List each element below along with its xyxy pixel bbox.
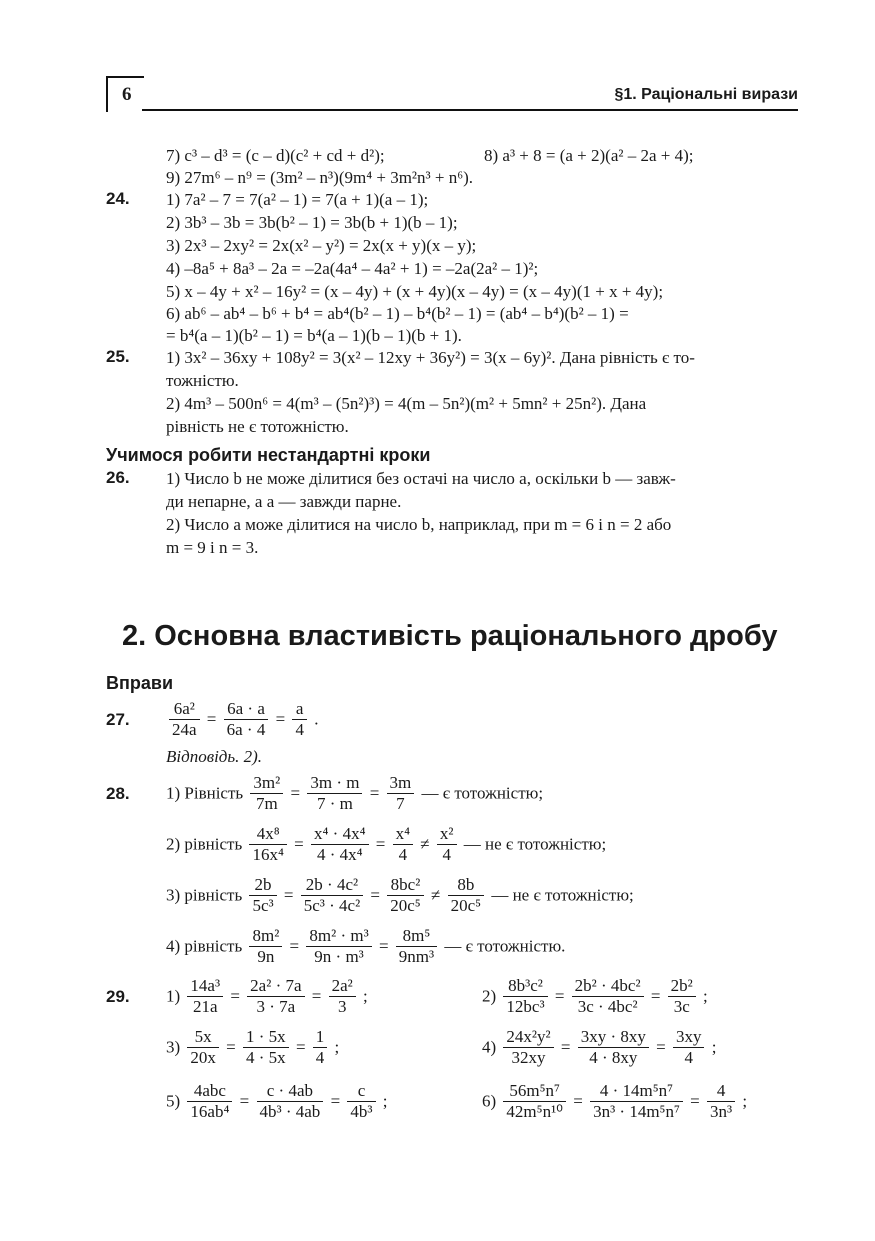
fraction: $\frac{1 \cdot 5x}{4 \cdot 5x}$ bbox=[243, 1027, 289, 1068]
ex24-line: 1) 7a² – 7 = 7(a² – 1) = 7(a + 1)(a – 1); bbox=[166, 190, 429, 209]
fraction: $\frac{\text{8m⁵}}{\text{9nm³}}$ bbox=[396, 926, 437, 967]
ex25-line: рівність не є тотожністю. bbox=[166, 417, 349, 436]
ex28-row: 3) рівність $\frac{2b}{\text{5c³}}$ = $\frac{\text{2b · 4c²}}{\text{5c³ · 4c²}}$ = $\frac{\text{8bc²}}{\text{20c⁵}}$ ≠ $\frac{8b}{\text{20c⁵}}$ — не є тотожністю; bbox=[166, 875, 634, 915]
ex24-line: 2) 3b³ – 3b = 3b(b² – 1) = 3b(b + 1)(b – 1); bbox=[166, 213, 458, 232]
ex27-formula: $\frac{\text{6a²}}{24a}$ = $\frac{6a \cdot a}{6a \cdot 4}$ = $\frac{a}{4}$ . bbox=[166, 699, 318, 740]
exercise-number: 24. bbox=[106, 189, 130, 208]
fraction: $\frac{\text{4abc}}{\text{16ab⁴}}$ bbox=[187, 1081, 232, 1122]
line-8: 8) a³ + 8 = (a + 2)(a² – 2a + 4); bbox=[484, 146, 694, 165]
fraction: $\frac{\text{56m⁵n⁷}}{\text{42m⁵n¹⁰}}$ bbox=[503, 1081, 566, 1122]
fraction: $\frac{5x}{20x}$ bbox=[187, 1027, 219, 1068]
exercises-heading: Вправи bbox=[106, 673, 174, 693]
ex25-line: 1) 3x² – 36xy + 108y² = 3(x² – 12xy + 36y²) = 3(x – 6y)². Дана рівність є то- bbox=[166, 348, 695, 367]
ex29-item: 1) $\frac{\text{14a³}}{21a}$ = $\frac{\text{2a² · 7a}}{3 \cdot 7a}$ = $\frac{\text{2a²}}{3}$ ; bbox=[166, 976, 368, 1016]
fraction: $\frac{\text{4x⁸}}{\text{16x⁴}}$ bbox=[249, 824, 286, 865]
ex29-item: 6) $\frac{\text{56m⁵n⁷}}{\text{42m⁵n¹⁰}}$ = $\frac{\text{4 · 14m⁵n⁷}}{\text{3n³ · 14m⁵n⁷}}$ = $\frac{4}{\text{3n³}}$ ; bbox=[482, 1081, 748, 1121]
fraction: $\frac{\text{6a²}}{24a}$ bbox=[169, 699, 200, 740]
ex29-item: 2) $\frac{\text{8b³c²}}{\text{12bc³}}$ = $\frac{\text{2b² · 4bc²}}{\text{3c · 4bc²}}$ = $\frac{\text{2b²}}{3c}$ ; bbox=[482, 976, 708, 1016]
page-number: 6 bbox=[122, 84, 132, 105]
ex26-line: ди непарне, а a — завжди парне. bbox=[166, 492, 402, 511]
fraction: $\frac{\text{4 · 14m⁵n⁷}}{\text{3n³ · 14m⁵n⁷}}$ bbox=[590, 1081, 683, 1122]
fraction: $\frac{\text{2a²}}{3}$ bbox=[329, 976, 356, 1017]
fraction: $\frac{8b}{\text{20c⁵}}$ bbox=[448, 875, 484, 916]
fraction: $\frac{3xy \cdot 8xy}{4 \cdot 8xy}$ bbox=[578, 1027, 649, 1068]
fraction: $\frac{\text{2b² · 4bc²}}{\text{3c · 4bc²}}$ bbox=[572, 976, 644, 1017]
ex24-line: = b⁴(a – 1)(b² – 1) = b⁴(a – 1)(b – 1)(b + 1). bbox=[166, 326, 462, 345]
fraction: $\frac{c}{\text{4b³}}$ bbox=[347, 1081, 375, 1122]
ex28-row: 1) Рівність $\frac{\text{3m²}}{7m}$ = $\frac{3m \cdot m}{7 \cdot m}$ = $\frac{3m}{7}$ — є тотожністю; bbox=[166, 773, 544, 813]
fraction: $\frac{\text{8b³c²}}{\text{12bc³}}$ bbox=[503, 976, 547, 1017]
line-7: 7) c³ – d³ = (c – d)(c² + cd + d²); bbox=[166, 146, 385, 165]
fraction: $\frac{\text{x²}}{4}$ bbox=[437, 824, 457, 865]
fraction: $\frac{3m \cdot m}{7 \cdot m}$ bbox=[307, 773, 362, 814]
ex26-line: m = 9 і n = 3. bbox=[166, 538, 259, 557]
fraction: $\frac{\text{2a² · 7a}}{3 \cdot 7a}$ bbox=[247, 976, 304, 1017]
ex28-row: 4) рівність $\frac{\text{8m²}}{9n}$ = $\frac{\text{8m² · m³}}{\text{9n · m³}}$ = $\frac{\text{8m⁵}}{\text{9nm³}}$ — є тотожністю. bbox=[166, 926, 566, 966]
ex24-line: 4) –8a⁵ + 8a³ – 2a = –2a(4a⁴ – 4a² + 1) = –2a(2a² – 1)²; bbox=[166, 259, 539, 278]
fraction: $\frac{6a \cdot a}{6a \cdot 4}$ bbox=[224, 699, 269, 740]
fraction: $\frac{\text{24x²y²}}{32xy}$ bbox=[503, 1027, 553, 1068]
ex27-answer: Відповідь. 2). bbox=[166, 747, 263, 766]
fraction: $\frac{\text{8m²}}{9n}$ bbox=[249, 926, 282, 967]
ex26-line: 1) Число b не може ділитися без остачі на число a, оскільки b — завж- bbox=[166, 469, 676, 488]
subsection-title: Учимося робити нестандартні кроки bbox=[106, 445, 431, 465]
fraction: $\frac{3xy}{4}$ bbox=[673, 1027, 705, 1068]
ex29-item: 4) $\frac{\text{24x²y²}}{32xy}$ = $\frac{3xy \cdot 8xy}{4 \cdot 8xy}$ = $\frac{3xy}{4}$ ; bbox=[482, 1027, 717, 1067]
ex29-item: 5) $\frac{\text{4abc}}{\text{16ab⁴}}$ = $\frac{c \cdot 4ab}{\text{4b³ · 4ab}}$ = $\frac{c}{\text{4b³}}$ ; bbox=[166, 1081, 388, 1121]
fraction: $\frac{4}{\text{3n³}}$ bbox=[707, 1081, 735, 1122]
fraction: $\frac{a}{4}$ bbox=[292, 699, 307, 740]
exercise-number: 28. bbox=[106, 784, 130, 803]
ex26-line: 2) Число a може ділитися на число b, наприклад, при m = 6 і n = 2 або bbox=[166, 515, 672, 534]
ex24-line: 5) x – 4y + x² – 16y² = (x – 4y) + (x + 4y)(x – 4y) = (x – 4y)(1 + x + 4y); bbox=[166, 282, 664, 301]
ex24-line: 3) 2x³ – 2xy² = 2x(x² – y²) = 2x(x + y)(x – y); bbox=[166, 236, 477, 255]
fraction: $\frac{\text{8m² · m³}}{\text{9n · m³}}$ bbox=[306, 926, 371, 967]
exercise-number: 25. bbox=[106, 347, 130, 366]
fraction: $\frac{\text{x⁴ · 4x⁴}}{\text{4 · 4x⁴}}$ bbox=[311, 824, 369, 865]
ex24-line: 6) ab⁶ – ab⁴ – b⁶ + b⁴ = ab⁴(b² – 1) – b⁴(b² – 1) = (ab⁴ – b⁴)(b² – 1) = bbox=[166, 304, 629, 323]
fraction: $\frac{\text{8bc²}}{\text{20c⁵}}$ bbox=[387, 875, 423, 916]
fraction: $\frac{3m}{7}$ bbox=[387, 773, 415, 814]
ex25-line: тожністю. bbox=[166, 371, 239, 390]
fraction: $\frac{\text{14a³}}{21a}$ bbox=[187, 976, 223, 1017]
fraction: $\frac{\text{2b²}}{3c}$ bbox=[668, 976, 696, 1017]
chapter-title: 2. Основна властивість раціонального дробу bbox=[122, 620, 778, 652]
fraction: $\frac{\text{2b · 4c²}}{\text{5c³ · 4c²}}$ bbox=[301, 875, 363, 916]
fraction: $\frac{\text{x⁴}}{4}$ bbox=[393, 824, 413, 865]
ex29-item: 3) $\frac{5x}{20x}$ = $\frac{1 \cdot 5x}{4 \cdot 5x}$ = $\frac{1}{4}$ ; bbox=[166, 1027, 340, 1067]
ex28-row: 2) рівність $\frac{\text{4x⁸}}{\text{16x⁴}}$ = $\frac{\text{x⁴ · 4x⁴}}{\text{4 · 4x⁴}}$ = $\frac{\text{x⁴}}{4}$ ≠ $\frac{\text{x²}}{4}$ — не є тотожністю; bbox=[166, 824, 607, 864]
exercise-number: 29. bbox=[106, 987, 130, 1006]
fraction: $\frac{2b}{\text{5c³}}$ bbox=[249, 875, 276, 916]
fraction: $\frac{\text{3m²}}{7m}$ bbox=[250, 773, 283, 814]
fraction: $\frac{c \cdot 4ab}{\text{4b³ · 4ab}}$ bbox=[257, 1081, 324, 1122]
exercise-number: 26. bbox=[106, 468, 130, 487]
header-rule bbox=[142, 109, 798, 111]
fraction: $\frac{1}{4}$ bbox=[313, 1027, 328, 1068]
ex25-line: 2) 4m³ – 500n⁶ = 4(m³ – (5n²)³) = 4(m – 5n²)(m² + 5mn² + 25n²). Дана bbox=[166, 394, 647, 413]
section-title: §1. Раціональні вирази bbox=[614, 86, 798, 103]
exercise-number: 27. bbox=[106, 710, 130, 729]
line-9: 9) 27m⁶ – n⁹ = (3m² – n³)(9m⁴ + 3m²n³ + n⁶). bbox=[166, 168, 474, 187]
